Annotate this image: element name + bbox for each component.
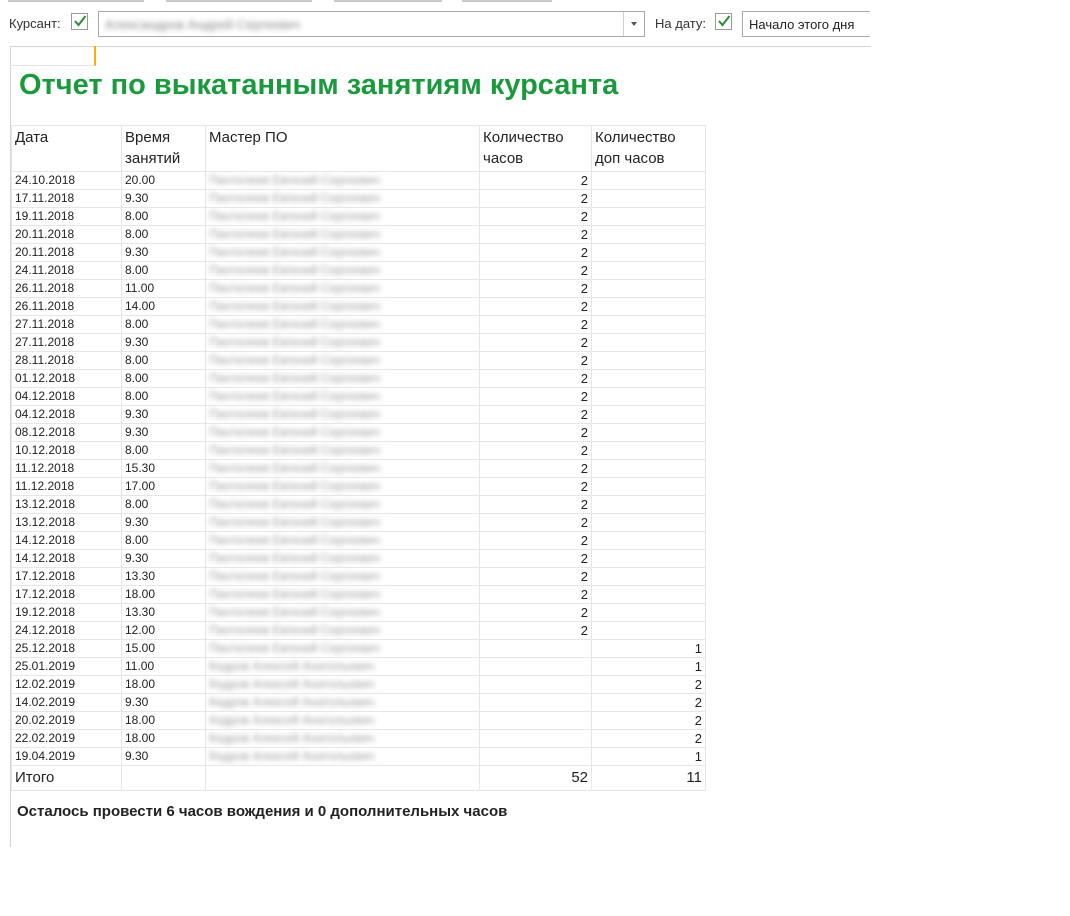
master-cell xyxy=(206,190,480,208)
master-cell xyxy=(206,658,480,676)
tab-strip xyxy=(0,0,870,2)
date-cell: 28.11.2018 xyxy=(12,352,122,370)
time-cell: 9.30 xyxy=(122,190,206,208)
hours-cell: 2 xyxy=(480,568,592,586)
date-cell: 27.11.2018 xyxy=(12,316,122,334)
hours-cell: 2 xyxy=(480,298,592,316)
time-cell: 17.00 xyxy=(122,478,206,496)
date-cell: 19.04.2019 xyxy=(12,748,122,766)
master-name: Пантелеев Евгений Сергеевич xyxy=(209,191,380,205)
master-name: Пантелеев Евгений Сергеевич xyxy=(209,443,380,457)
column-header-master: Мастер ПО xyxy=(206,126,480,172)
total-master-cell xyxy=(206,766,480,791)
date-cell: 13.12.2018 xyxy=(12,514,122,532)
time-cell: 18.00 xyxy=(122,586,206,604)
date-cell: 27.11.2018 xyxy=(12,334,122,352)
extra-hours-cell: 1 xyxy=(592,658,706,676)
hours-cell: 2 xyxy=(480,406,592,424)
master-cell xyxy=(206,712,480,730)
date-cell: 04.12.2018 xyxy=(12,388,122,406)
student-select[interactable] xyxy=(98,11,645,37)
date-cell: 14.12.2018 xyxy=(12,532,122,550)
column-header-extra-hours: Количество доп часов xyxy=(592,126,706,172)
hours-cell: 2 xyxy=(480,208,592,226)
master-cell xyxy=(206,694,480,712)
time-cell: 11.00 xyxy=(122,280,206,298)
master-name: Пантелеев Евгений Сергеевич xyxy=(209,551,380,565)
hours-cell xyxy=(480,658,592,676)
master-name: Пантелеев Евгений Сергеевич xyxy=(209,209,380,223)
time-cell: 15.00 xyxy=(122,640,206,658)
time-cell: 8.00 xyxy=(122,226,206,244)
table-row xyxy=(12,514,706,532)
date-cell: 11.12.2018 xyxy=(12,460,122,478)
extra-hours-cell xyxy=(592,352,706,370)
master-name: Пантелеев Евгений Сергеевич xyxy=(209,605,380,619)
extra-hours-cell xyxy=(592,388,706,406)
date-cell: 14.12.2018 xyxy=(12,550,122,568)
hours-cell: 2 xyxy=(480,388,592,406)
extra-hours-cell: 2 xyxy=(592,712,706,730)
master-name: Пантелеев Евгений Сергеевич xyxy=(209,407,380,421)
extra-hours-cell: 1 xyxy=(592,640,706,658)
time-cell: 9.30 xyxy=(122,406,206,424)
table-row xyxy=(12,748,706,766)
student-label: Курсант: xyxy=(9,16,61,31)
report-title: Отчет по выкатанным занятиям курсанта xyxy=(19,69,619,101)
master-name: Пантелеев Евгений Сергеевич xyxy=(209,425,380,439)
table-row xyxy=(12,406,706,424)
time-cell: 13.30 xyxy=(122,568,206,586)
tab-stub[interactable] xyxy=(8,0,144,2)
master-cell xyxy=(206,406,480,424)
date-cell: 20.02.2019 xyxy=(12,712,122,730)
tab-stub[interactable] xyxy=(334,0,442,2)
hours-cell: 2 xyxy=(480,190,592,208)
time-cell: 14.00 xyxy=(122,298,206,316)
master-name: Пантелеев Евгений Сергеевич xyxy=(209,389,380,403)
master-name: Пантелеев Евгений Сергеевич xyxy=(209,461,380,475)
date-cell: 01.12.2018 xyxy=(12,370,122,388)
master-name: Пантелеев Евгений Сергеевич xyxy=(209,281,380,295)
hours-cell: 2 xyxy=(480,622,592,640)
hours-cell: 2 xyxy=(480,244,592,262)
hours-cell: 2 xyxy=(480,478,592,496)
time-cell: 8.00 xyxy=(122,352,206,370)
extra-hours-cell xyxy=(592,208,706,226)
total-label: Итого xyxy=(12,766,122,791)
date-checkbox[interactable] xyxy=(715,13,732,30)
hours-cell: 2 xyxy=(480,334,592,352)
master-name: Кедров Алексей Анатольевич xyxy=(209,695,375,709)
total-row xyxy=(12,766,706,791)
master-cell xyxy=(206,532,480,550)
student-select-value: Александров Андрей Сергеевич xyxy=(105,17,301,32)
master-cell xyxy=(206,496,480,514)
master-cell xyxy=(206,262,480,280)
table-row xyxy=(12,316,706,334)
master-cell xyxy=(206,640,480,658)
checkmark-icon xyxy=(717,14,731,28)
time-cell: 8.00 xyxy=(122,532,206,550)
date-cell: 20.11.2018 xyxy=(12,244,122,262)
table-row xyxy=(12,658,706,676)
extra-hours-cell xyxy=(592,280,706,298)
extra-hours-cell xyxy=(592,298,706,316)
time-cell: 9.30 xyxy=(122,334,206,352)
table-row xyxy=(12,442,706,460)
extra-hours-cell xyxy=(592,370,706,388)
student-dropdown-button[interactable] xyxy=(623,12,644,36)
master-cell xyxy=(206,604,480,622)
table-row xyxy=(12,640,706,658)
table-row xyxy=(12,244,706,262)
extra-hours-cell xyxy=(592,316,706,334)
extra-hours-cell xyxy=(592,532,706,550)
column-header-date: Дата xyxy=(12,126,122,172)
date-cell: 24.10.2018 xyxy=(12,172,122,190)
date-cell: 17.12.2018 xyxy=(12,586,122,604)
table-row xyxy=(12,334,706,352)
date-cell: 17.11.2018 xyxy=(12,190,122,208)
extra-hours-cell xyxy=(592,262,706,280)
master-cell xyxy=(206,460,480,478)
hours-cell xyxy=(480,676,592,694)
extra-hours-cell xyxy=(592,568,706,586)
table-row xyxy=(12,424,706,442)
table-row xyxy=(12,190,706,208)
hours-cell: 2 xyxy=(480,532,592,550)
time-cell: 8.00 xyxy=(122,388,206,406)
hours-cell xyxy=(480,694,592,712)
table-row xyxy=(12,586,706,604)
master-name: Кедров Алексей Анатольевич xyxy=(209,731,375,745)
master-name: Пантелеев Евгений Сергеевич xyxy=(209,173,380,187)
date-cell: 26.11.2018 xyxy=(12,298,122,316)
time-cell: 11.00 xyxy=(122,658,206,676)
table-row xyxy=(12,460,706,478)
master-cell xyxy=(206,334,480,352)
master-name: Пантелеев Евгений Сергеевич xyxy=(209,263,380,277)
date-cell: 22.02.2019 xyxy=(12,730,122,748)
date-cell: 11.12.2018 xyxy=(12,478,122,496)
date-cell: 13.12.2018 xyxy=(12,496,122,514)
master-cell xyxy=(206,298,480,316)
time-cell: 8.00 xyxy=(122,496,206,514)
time-cell: 15.30 xyxy=(122,460,206,478)
master-cell xyxy=(206,730,480,748)
lessons-table xyxy=(11,125,706,791)
master-name: Пантелеев Евгений Сергеевич xyxy=(209,353,380,367)
master-cell xyxy=(206,316,480,334)
date-cell: 24.11.2018 xyxy=(12,262,122,280)
time-cell: 8.00 xyxy=(122,262,206,280)
time-cell: 8.00 xyxy=(122,316,206,334)
checkmark-icon xyxy=(73,14,87,28)
extra-hours-cell: 2 xyxy=(592,694,706,712)
table-row xyxy=(12,532,706,550)
master-cell xyxy=(206,208,480,226)
extra-hours-cell xyxy=(592,190,706,208)
table-row xyxy=(12,676,706,694)
extra-hours-cell xyxy=(592,334,706,352)
hours-cell: 2 xyxy=(480,226,592,244)
extra-hours-cell xyxy=(592,586,706,604)
extra-hours-cell xyxy=(592,478,706,496)
table-row xyxy=(12,388,706,406)
master-name: Пантелеев Евгений Сергеевич xyxy=(209,587,380,601)
total-extra-hours: 11 xyxy=(592,766,706,791)
master-cell xyxy=(206,478,480,496)
hours-cell xyxy=(480,712,592,730)
hours-cell: 2 xyxy=(480,262,592,280)
master-name: Кедров Алексей Анатольевич xyxy=(209,677,375,691)
table-row xyxy=(12,478,706,496)
extra-hours-cell xyxy=(592,226,706,244)
extra-hours-cell xyxy=(592,460,706,478)
extra-hours-cell xyxy=(592,622,706,640)
master-name: Пантелеев Евгений Сергеевич xyxy=(209,641,380,655)
master-name: Пантелеев Евгений Сергеевич xyxy=(209,371,380,385)
hours-cell: 2 xyxy=(480,460,592,478)
hours-cell: 2 xyxy=(480,514,592,532)
date-cell: 26.11.2018 xyxy=(12,280,122,298)
master-cell xyxy=(206,280,480,298)
time-cell: 18.00 xyxy=(122,676,206,694)
master-name: Пантелеев Евгений Сергеевич xyxy=(209,335,380,349)
tab-stub[interactable] xyxy=(462,0,552,2)
hours-cell xyxy=(480,640,592,658)
date-cell: 20.11.2018 xyxy=(12,226,122,244)
master-cell xyxy=(206,424,480,442)
master-name: Пантелеев Евгений Сергеевич xyxy=(209,569,380,583)
table-row xyxy=(12,550,706,568)
master-name: Пантелеев Евгений Сергеевич xyxy=(209,227,380,241)
hours-cell: 2 xyxy=(480,316,592,334)
extra-hours-cell xyxy=(592,244,706,262)
hours-cell: 2 xyxy=(480,442,592,460)
time-cell: 9.30 xyxy=(122,244,206,262)
extra-hours-cell: 2 xyxy=(592,676,706,694)
table-row xyxy=(12,208,706,226)
table-row xyxy=(12,730,706,748)
time-cell: 9.30 xyxy=(122,694,206,712)
master-name: Кедров Алексей Анатольевич xyxy=(209,713,375,727)
date-cell: 08.12.2018 xyxy=(12,424,122,442)
hours-cell: 2 xyxy=(480,370,592,388)
student-checkbox[interactable] xyxy=(71,13,88,30)
time-cell: 9.30 xyxy=(122,424,206,442)
master-cell xyxy=(206,676,480,694)
table-row xyxy=(12,604,706,622)
hours-cell: 2 xyxy=(480,496,592,514)
column-header-hours: Количество часов xyxy=(480,126,592,172)
master-cell xyxy=(206,352,480,370)
table-row xyxy=(12,280,706,298)
time-cell: 9.30 xyxy=(122,550,206,568)
time-cell: 12.00 xyxy=(122,622,206,640)
extra-hours-cell xyxy=(592,514,706,532)
time-cell: 8.00 xyxy=(122,370,206,388)
extra-hours-cell xyxy=(592,406,706,424)
hours-cell: 2 xyxy=(480,586,592,604)
summary-text: Осталось провести 6 часов вождения и 0 дополнительных часов xyxy=(17,803,508,820)
time-cell: 9.30 xyxy=(122,514,206,532)
master-cell xyxy=(206,550,480,568)
table-row xyxy=(12,622,706,640)
master-name: Пантелеев Евгений Сергеевич xyxy=(209,515,380,529)
extra-hours-cell xyxy=(592,604,706,622)
table-row xyxy=(12,370,706,388)
date-cell: 25.12.2018 xyxy=(12,640,122,658)
time-cell: 18.00 xyxy=(122,730,206,748)
hours-cell: 2 xyxy=(480,352,592,370)
extra-hours-cell xyxy=(592,496,706,514)
master-cell xyxy=(206,442,480,460)
hours-cell xyxy=(480,748,592,766)
hours-cell: 2 xyxy=(480,550,592,568)
extra-hours-cell: 1 xyxy=(592,748,706,766)
total-time-cell xyxy=(122,766,206,791)
master-name: Пантелеев Евгений Сергеевич xyxy=(209,623,380,637)
table-row xyxy=(12,172,706,190)
time-cell: 9.30 xyxy=(122,748,206,766)
master-cell xyxy=(206,370,480,388)
time-cell: 18.00 xyxy=(122,712,206,730)
date-select-value: Начало этого дня xyxy=(749,17,855,32)
master-cell xyxy=(206,748,480,766)
hours-cell: 2 xyxy=(480,172,592,190)
master-cell xyxy=(206,568,480,586)
table-row xyxy=(12,298,706,316)
date-select[interactable] xyxy=(742,11,870,37)
time-cell: 13.30 xyxy=(122,604,206,622)
master-cell xyxy=(206,586,480,604)
master-name: Пантелеев Евгений Сергеевич xyxy=(209,533,380,547)
date-cell: 24.12.2018 xyxy=(12,622,122,640)
date-cell: 14.02.2019 xyxy=(12,694,122,712)
master-name: Пантелеев Евгений Сергеевич xyxy=(209,245,380,259)
master-cell xyxy=(206,388,480,406)
extra-hours-cell xyxy=(592,442,706,460)
date-cell: 10.12.2018 xyxy=(12,442,122,460)
date-cell: 19.12.2018 xyxy=(12,604,122,622)
hours-cell: 2 xyxy=(480,604,592,622)
master-name: Кедров Алексей Анатольевич xyxy=(209,749,375,763)
total-hours: 52 xyxy=(480,766,592,791)
master-cell xyxy=(206,244,480,262)
date-cell: 04.12.2018 xyxy=(12,406,122,424)
master-name: Пантелеев Евгений Сергеевич xyxy=(209,299,380,313)
master-cell xyxy=(206,172,480,190)
table-row xyxy=(12,568,706,586)
hours-cell: 2 xyxy=(480,424,592,442)
time-cell: 20.00 xyxy=(122,172,206,190)
master-name: Пантелеев Евгений Сергеевич xyxy=(209,479,380,493)
chevron-down-icon xyxy=(631,22,637,26)
report-document xyxy=(10,46,871,847)
master-name: Пантелеев Евгений Сергеевич xyxy=(209,317,380,331)
table-row xyxy=(12,352,706,370)
report-corner-tab xyxy=(10,46,96,66)
column-header-time: Время занятий xyxy=(122,126,206,172)
filter-bar xyxy=(0,8,870,40)
table-row xyxy=(12,496,706,514)
date-cell: 25.01.2019 xyxy=(12,658,122,676)
table-row xyxy=(12,694,706,712)
extra-hours-cell xyxy=(592,550,706,568)
time-cell: 8.00 xyxy=(122,208,206,226)
extra-hours-cell xyxy=(592,172,706,190)
date-cell: 19.11.2018 xyxy=(12,208,122,226)
hours-cell: 2 xyxy=(480,280,592,298)
table-row xyxy=(12,712,706,730)
date-label: На дату: xyxy=(655,16,706,31)
master-cell xyxy=(206,622,480,640)
table-row xyxy=(12,226,706,244)
tab-stub[interactable] xyxy=(166,0,312,2)
table-header-row xyxy=(12,126,706,172)
table-row xyxy=(12,262,706,280)
date-cell: 12.02.2019 xyxy=(12,676,122,694)
hours-cell xyxy=(480,730,592,748)
master-name: Пантелеев Евгений Сергеевич xyxy=(209,497,380,511)
master-name: Кедров Алексей Анатольевич xyxy=(209,659,375,673)
time-cell: 8.00 xyxy=(122,442,206,460)
master-cell xyxy=(206,514,480,532)
extra-hours-cell: 2 xyxy=(592,730,706,748)
date-cell: 17.12.2018 xyxy=(12,568,122,586)
master-cell xyxy=(206,226,480,244)
extra-hours-cell xyxy=(592,424,706,442)
